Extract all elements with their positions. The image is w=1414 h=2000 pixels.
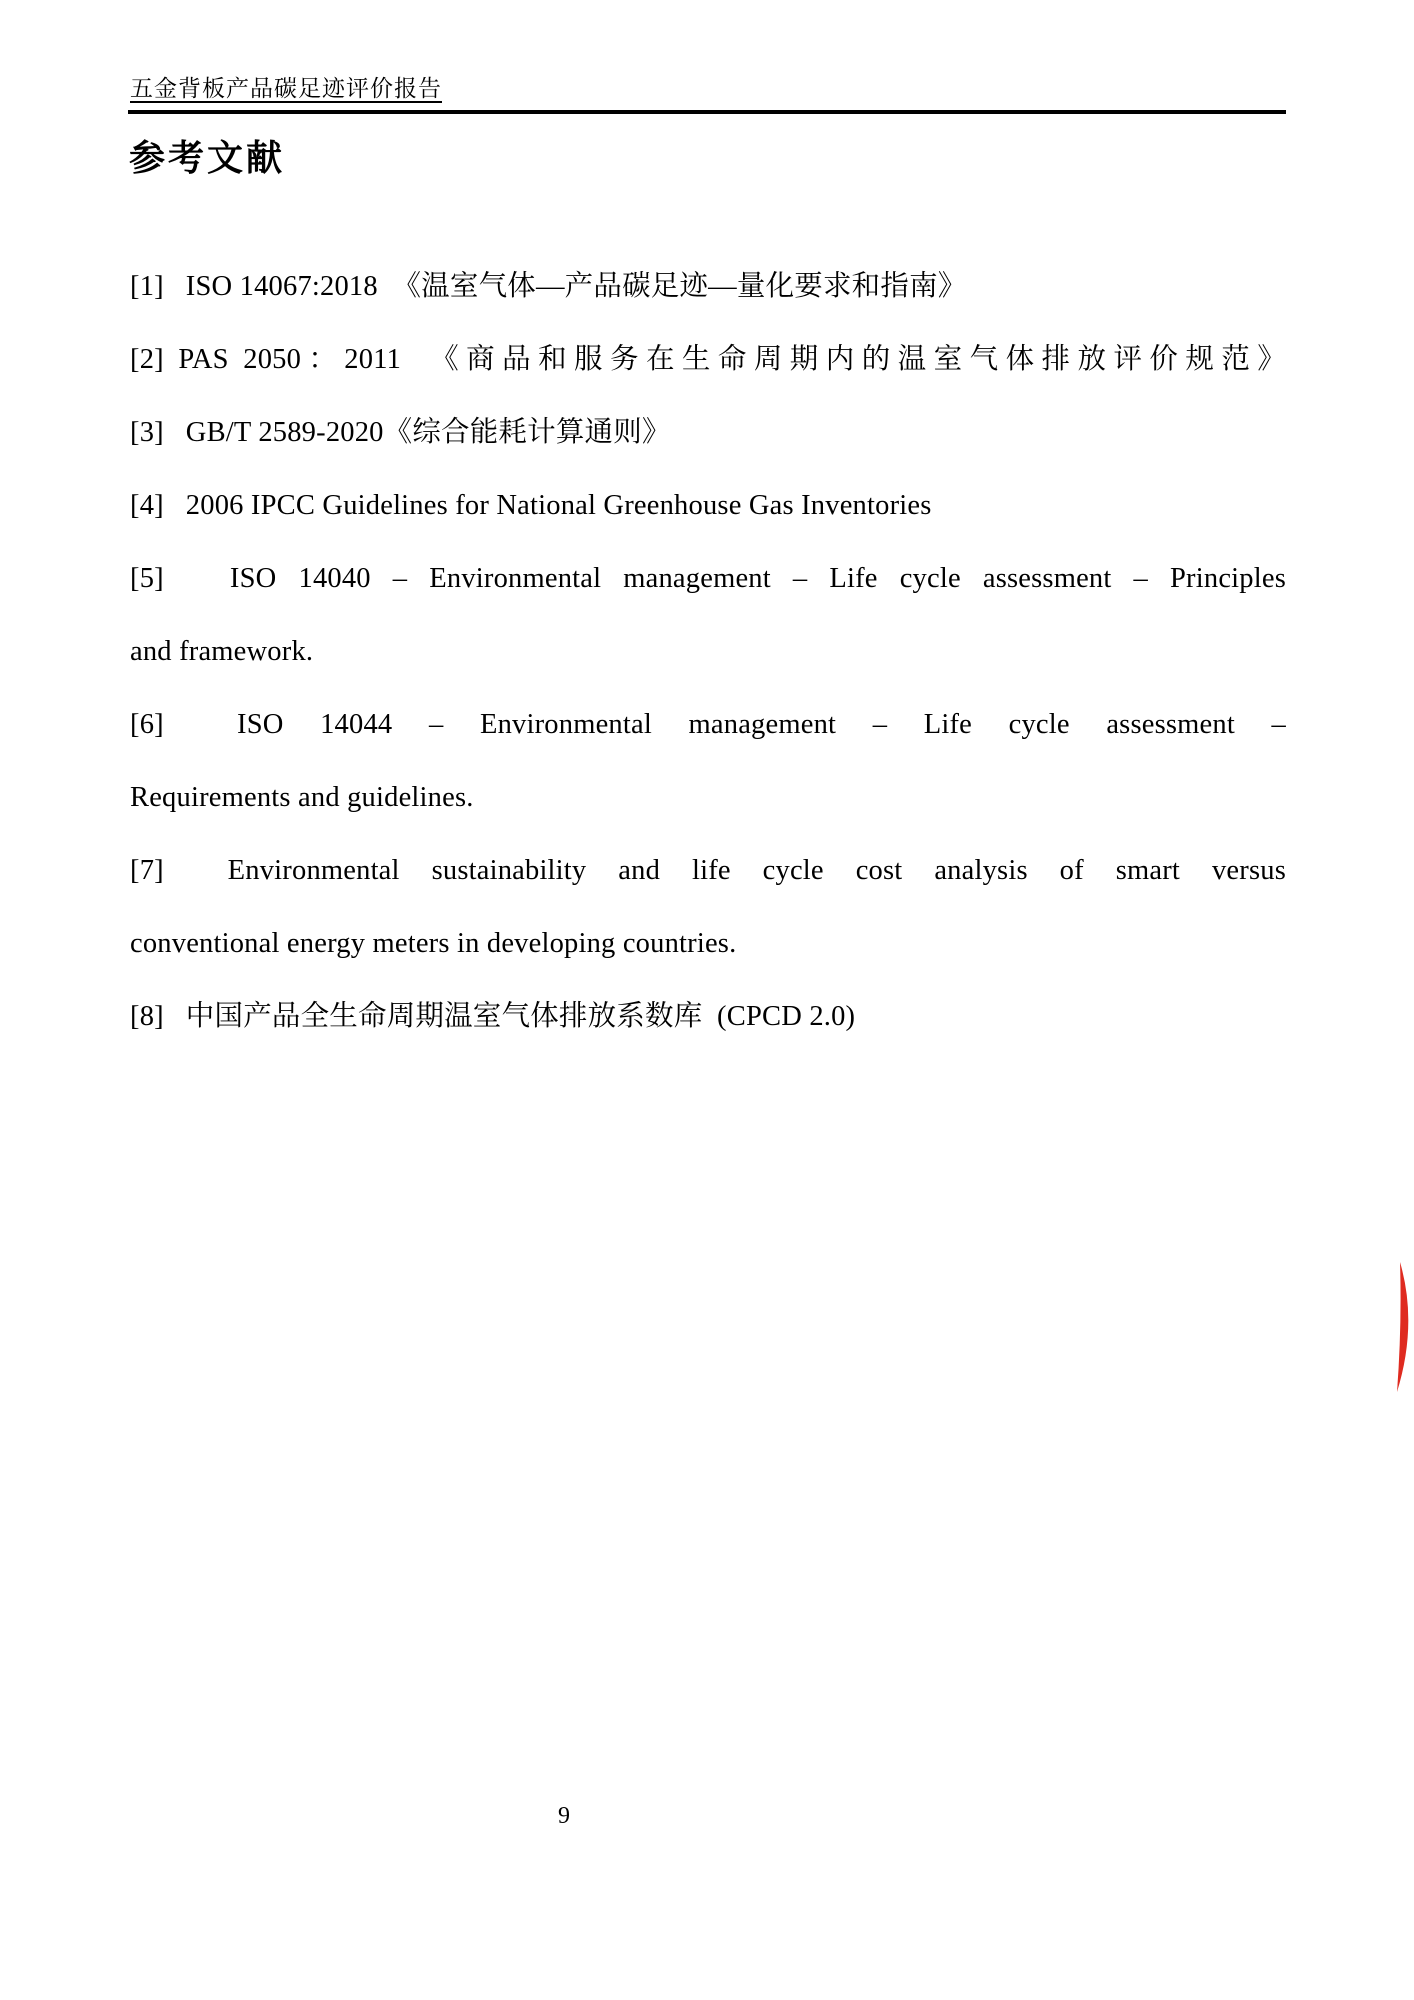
section-title: 参考文献 xyxy=(129,138,286,179)
header-divider xyxy=(128,110,1286,114)
reference-4-line-1: [4] 2006 IPCC Guidelines for National Greenhouse Gas Inventories xyxy=(130,490,932,521)
reference-1-line-1: [1] ISO 14067:2018 《温室气体—产品碳足迹—量化要求和指南》 xyxy=(130,271,967,302)
reference-8-line-1: [8] 中国产品全生命周期温室气体排放系数库 (CPCD 2.0) xyxy=(130,1001,856,1032)
reference-5-line-2: and framework. xyxy=(130,636,314,667)
reference-7-line-1: [7] Environmental sustainability and life cycle cost analysis of smart versus xyxy=(130,855,1286,886)
reference-5-line-1: [5] ISO 14040 – Environmental management – Life cycle assessment – Principles xyxy=(130,563,1286,594)
page-number: 9 xyxy=(558,1803,570,1829)
page-header xyxy=(130,74,442,104)
reference-7-line-2: conventional energy meters in developing countries. xyxy=(130,928,737,959)
reference-6-line-2: Requirements and guidelines. xyxy=(130,782,474,813)
reference-6-line-1: [6] ISO 14044 – Environmental management – Life cycle assessment – xyxy=(130,709,1286,740)
red-seal-fragment-icon xyxy=(1396,1262,1414,1392)
reference-2-line-1: [2] PAS 2050：2011 《商品和服务在生命周期内的温室气体排放评价规范》 xyxy=(130,344,1286,375)
references-list xyxy=(130,250,1286,1053)
header-title: 五金背板产品碳足迹评价报告 xyxy=(130,76,442,101)
red-seal-shape xyxy=(1397,1262,1408,1392)
reference-3-line-1: [3] GB/T 2589-2020《综合能耗计算通则》 xyxy=(130,417,671,448)
